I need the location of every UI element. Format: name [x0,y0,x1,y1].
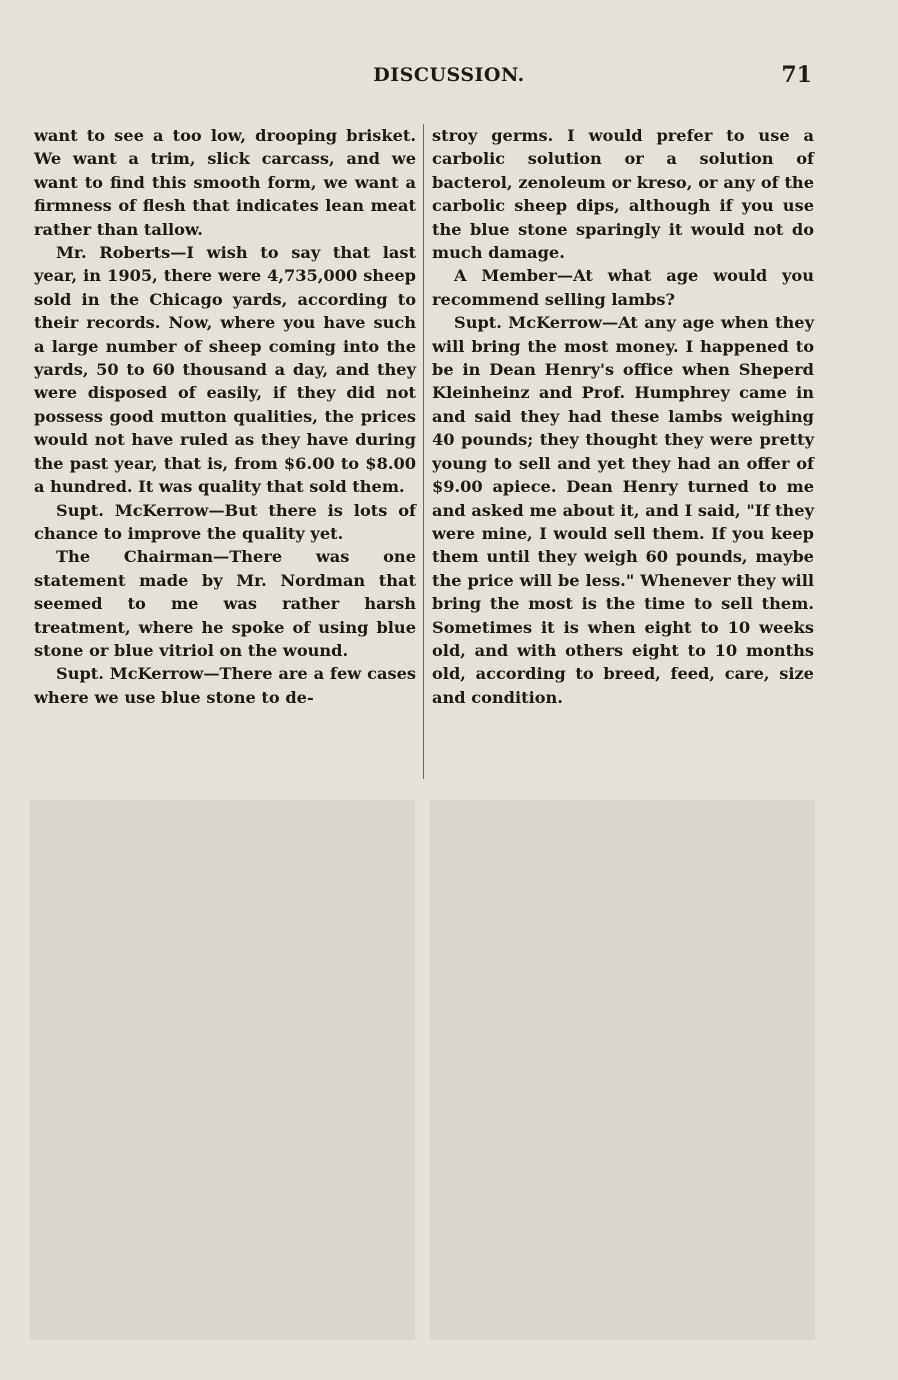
page-number: 71 [781,62,812,88]
right-column [432,124,814,709]
column-divider [423,124,424,779]
running-header-title: DISCUSSION. [373,64,525,86]
paragraph: Supt. McKerrow—But there is lots of chance to improve the quality yet. [34,500,416,543]
paragraph: The Chairman—There was one statement made by Mr. Nordman that seemed to me was rather harsh treatment, where he spoke of using blue stone or blue vitriol on the wound. [34,547,416,660]
paragraph: Supt. McKerrow—There are a few cases where we use blue stone to de- [34,664,416,707]
bleed-through-left [30,800,415,1340]
left-column [34,124,416,709]
paragraph: stroy germs. I would prefer to use a carbolic solution or a solution of bacterol, zenoleum or kreso, or any of the carbolic sheep dips, although if you use the blue stone sparingly it would not do much damage. [432,126,814,263]
paragraph: A Member—At what age would you recommend selling lambs? [432,266,814,309]
paragraph: want to see a too low, drooping brisket. We want a trim, slick carcass, and we want to find this smooth form, we want a firmness of flesh that indicates lean meat rather than tallow. [34,126,416,239]
paragraph: Supt. McKerrow—At any age when they will bring the most money. I happened to be in Dean Henry's office when Sheperd Kleinheinz and Prof. Humphrey came in and said they had these lambs weighing 40 pounds; they thought they were pretty young to sell and yet they had an offer of $9.00 apiece. Dean Henry turned to me and asked me about it, and I said, "If they were mine, I would sell them. If you keep them until they weigh 60 pounds, maybe the price will be less." Whenever they will bring the most is the time to sell them. Sometimes it is when eight to 10 weeks old, and with others eight to 10 months old, according to breed, feed, care, size and condition. [432,313,814,707]
bleed-through-right [430,800,815,1340]
paragraph: Mr. Roberts—I wish to say that last year, in 1905, there were 4,735,000 sheep sold in the Chicago yards, according to their records. Now, where you have such a large number of sheep coming into the yards, 50 to 60 thousand a day, and they were disposed of easily, if they did not possess good mutton qualities, the prices would not have ruled as they have during the past year, that is, from $6.00 to $8.00 a hundred. It was quality that sold them. [34,243,416,497]
